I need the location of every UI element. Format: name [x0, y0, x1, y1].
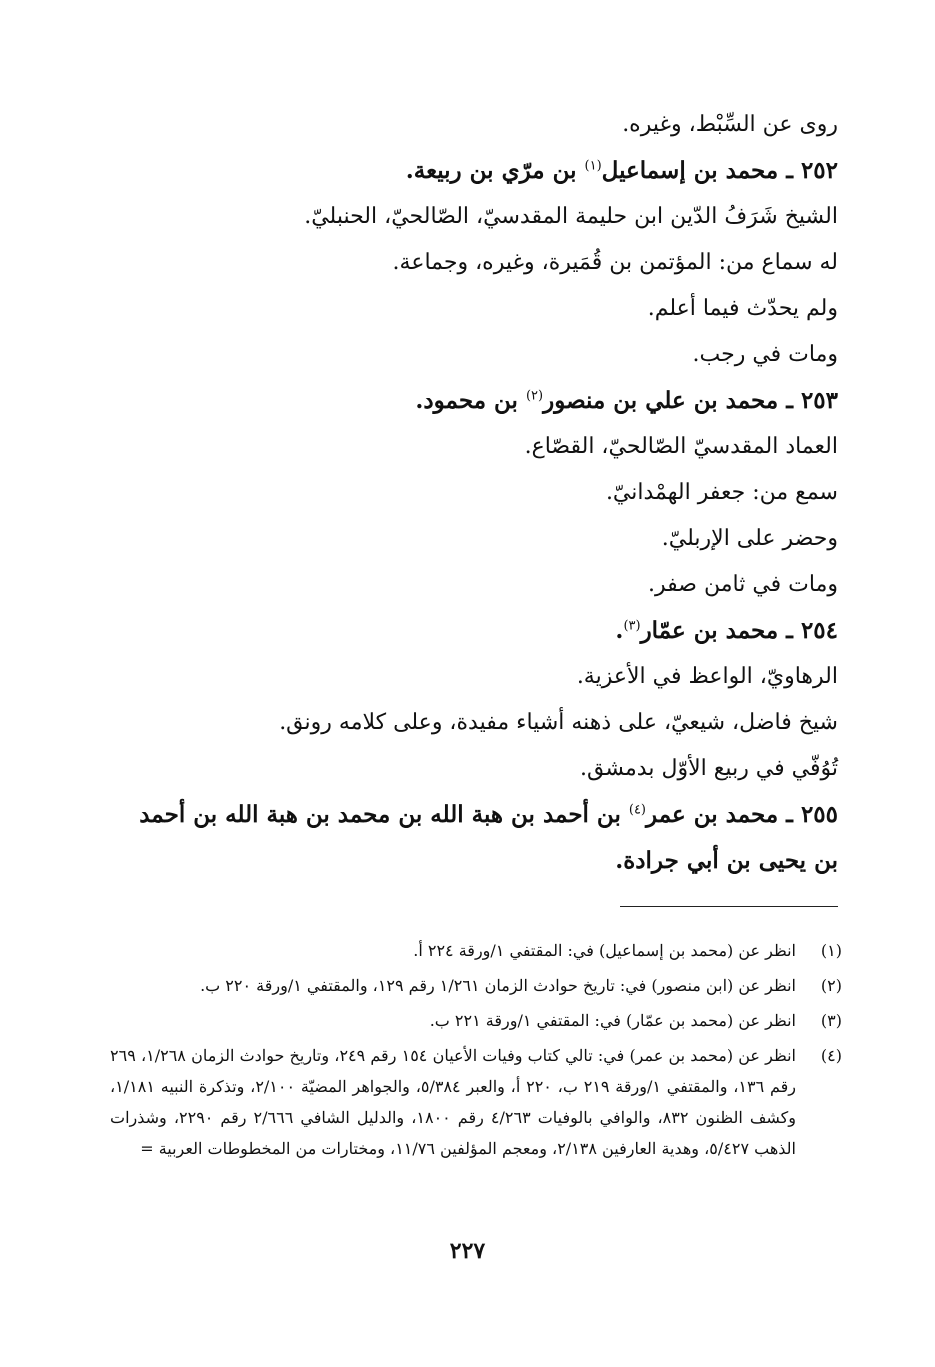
text-line: روى عن السِّبْط، وغيره. [622, 112, 838, 137]
entry-253-lineage: بن محمود. [415, 387, 526, 414]
footnote-text: انظر عن (محمد بن عمر) في: تالي كتاب وفيات الأعيان ١٥٤ رقم ٢٤٩، وتاريخ حوادث الزمان ١/٢٦٨، ٢٦٩ رقم ١٣٦، والمقتفي ١/ورقة ٢١٩ ب، ٢٢٠ أ، والعبر ٥/٣٨٤، والجواهر المضيّة ٢/١٠٠، وتذكرة النبيه ١/١٨١، وكشف الظنون ٨٣٢، والوافي بالوفيات ٤/٢٦٣ رقم ١٨٠٠، والدليل الشافي ٢/٦٦٦ رقم ٢٢٩٠، وشذرات الذهب ٥/٤٢٧، وهدية العارفين ٢/١٣٨، ومعجم المؤلفين ١١/٧٦، ومختارات من المخطوطات العربية = [110, 1046, 797, 1158]
footnote-4 [110, 1040, 842, 1164]
text-line: تُوُفّي في ربيع الأوّل بدمشق. [580, 756, 838, 781]
footnote-number: (١) [820, 941, 842, 960]
footnote-text: انظر عن (محمد بن إسماعيل) في: المقتفي ١/ورقة ٢٢٤ أ. [413, 941, 796, 960]
footnote-ref-3: (٣) [623, 618, 641, 634]
footnote-ref-1: (١) [584, 158, 602, 174]
entry-255-name: ٢٥٥ ـ محمد بن عمر [646, 801, 838, 828]
text-line: الرهاويّ، الواعظ في الأعزية. [576, 664, 838, 689]
main-text [110, 102, 838, 884]
footnote-number: (٣) [820, 1011, 842, 1030]
footnote-ref-2: (٢) [525, 388, 544, 404]
entry-254-end: . [615, 617, 624, 644]
footnote-2 [110, 970, 842, 1001]
text-line: ومات في ثامن صفر. [648, 572, 838, 597]
text-line: سمع من: جعفر الهمْدانيّ. [605, 480, 838, 505]
text-line: شيخ فاضل، شيعيّ، على ذهنه أشياء مفيدة، وعلى كلامه رونق. [279, 710, 838, 735]
entry-253-heading [110, 378, 838, 424]
text-line: وحضر على الإربليّ. [661, 526, 838, 551]
entry-252-name: ٢٥٢ ـ محمد بن إسماعيل [601, 157, 838, 184]
entry-255-heading [110, 792, 838, 884]
text-line: له سماع من: المؤتمن بن قُمَيرة، وغيره، وجماعة. [392, 250, 838, 275]
footnote-number: (٢) [820, 976, 842, 995]
text-line: ومات في رجب. [692, 342, 838, 367]
text-line: الشيخ شَرَفُ الدّين ابن حليمة المقدسيّ، الصّالحيّ، الحنبليّ. [304, 204, 838, 229]
entry-254-name: ٢٥٤ ـ محمد بن عمّار [640, 617, 838, 644]
entry-253-name: ٢٥٣ ـ محمد بن علي بن منصور [543, 387, 838, 414]
footnote-text: انظر عن (ابن منصور) في: تاريخ حوادث الزمان ١/٢٦١ رقم ١٢٩، والمقتفي ١/ورقة ٢٢٠ ب. [200, 976, 796, 995]
footnote-separator [620, 906, 838, 907]
entry-254-heading [110, 608, 838, 654]
footnote-text: انظر عن (محمد بن عمّار) في: المقتفي ١/ورقة ٢٢١ ب. [429, 1011, 796, 1030]
entry-252-heading [110, 148, 838, 194]
entry-252-lineage: بن مرّي بن ربيعة. [405, 157, 585, 184]
footnote-number: (٤) [820, 1046, 842, 1065]
entry-255-lineage: بن أحمد بن هبة الله بن محمد بن هبة الله بن أحمد بن يحيى بن أبي جرادة. [139, 801, 838, 874]
text-line: العماد المقدسيّ الصّالحيّ، القصّاع. [524, 434, 838, 459]
page-number: ٢٢٧ [449, 1238, 486, 1264]
text-line: ولم يحدّث فيما أعلم. [647, 296, 838, 321]
footnote-3 [110, 1005, 842, 1036]
footnotes [110, 935, 842, 1168]
footnote-ref-4: (٤) [628, 802, 646, 818]
footnote-1 [110, 935, 842, 966]
